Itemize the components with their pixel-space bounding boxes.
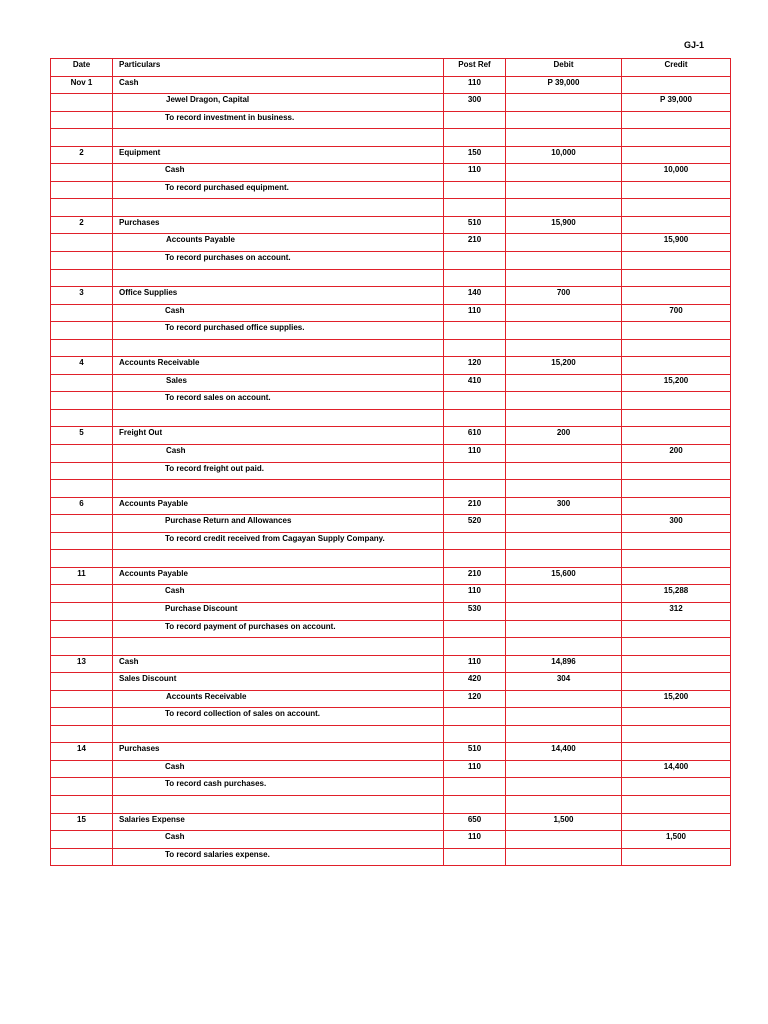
debit-cell — [506, 181, 622, 199]
date-cell — [51, 515, 113, 533]
particulars-cell: Cash — [113, 164, 444, 182]
post-ref-cell: 110 — [444, 831, 506, 849]
credit-cell — [622, 567, 731, 585]
table-row — [51, 760, 731, 778]
particulars-cell: Cash — [113, 760, 444, 778]
post-ref-cell — [444, 181, 506, 199]
date-cell — [51, 111, 113, 129]
table-row — [51, 673, 731, 691]
particulars-cell — [113, 269, 444, 287]
debit-cell: P 39,000 — [506, 76, 622, 94]
table-row — [51, 181, 731, 199]
credit-cell — [622, 76, 731, 94]
particulars-cell: Cash — [113, 304, 444, 322]
general-journal-table — [50, 58, 731, 866]
post-ref-cell — [444, 708, 506, 726]
table-row — [51, 480, 731, 498]
post-ref-cell — [444, 199, 506, 217]
page-code: GJ-1 — [683, 40, 704, 50]
header-debit: Debit — [506, 59, 622, 77]
particulars-cell: To record sales on account. — [113, 392, 444, 410]
debit-cell: 14,896 — [506, 655, 622, 673]
debit-cell — [506, 322, 622, 340]
table-row — [51, 655, 731, 673]
particulars-cell: To record freight out paid. — [113, 462, 444, 480]
credit-cell: 312 — [622, 602, 731, 620]
date-cell — [51, 620, 113, 638]
date-cell — [51, 409, 113, 427]
table-row — [51, 269, 731, 287]
credit-cell — [622, 655, 731, 673]
date-cell: 2 — [51, 146, 113, 164]
post-ref-cell — [444, 269, 506, 287]
post-ref-cell — [444, 111, 506, 129]
date-cell — [51, 480, 113, 498]
debit-cell: 14,400 — [506, 743, 622, 761]
post-ref-cell — [444, 638, 506, 656]
post-ref-cell — [444, 252, 506, 270]
particulars-cell: Equipment — [113, 146, 444, 164]
debit-cell — [506, 515, 622, 533]
table-row — [51, 374, 731, 392]
table-body — [51, 76, 731, 866]
debit-cell — [506, 532, 622, 550]
post-ref-cell: 120 — [444, 357, 506, 375]
particulars-cell: Sales Discount — [113, 673, 444, 691]
date-cell — [51, 129, 113, 147]
post-ref-cell — [444, 550, 506, 568]
debit-cell: 1,500 — [506, 813, 622, 831]
table-row — [51, 585, 731, 603]
particulars-cell: Accounts Payable — [113, 497, 444, 515]
debit-cell — [506, 831, 622, 849]
credit-cell — [622, 532, 731, 550]
table-row — [51, 94, 731, 112]
particulars-cell: Accounts Receivable — [113, 690, 444, 708]
debit-cell — [506, 550, 622, 568]
table-row — [51, 708, 731, 726]
table-row — [51, 743, 731, 761]
particulars-cell: To record payment of purchases on account. — [113, 620, 444, 638]
debit-cell: 15,200 — [506, 357, 622, 375]
date-cell — [51, 848, 113, 866]
table-row — [51, 304, 731, 322]
credit-cell — [622, 199, 731, 217]
date-cell — [51, 831, 113, 849]
particulars-cell: Jewel Dragon, Capital — [113, 94, 444, 112]
credit-cell — [622, 480, 731, 498]
table-row — [51, 638, 731, 656]
particulars-cell — [113, 550, 444, 568]
credit-cell — [622, 795, 731, 813]
debit-cell — [506, 585, 622, 603]
table-row — [51, 445, 731, 463]
credit-cell — [622, 427, 731, 445]
particulars-cell: To record cash purchases. — [113, 778, 444, 796]
date-cell — [51, 392, 113, 410]
header-date: Date — [51, 59, 113, 77]
post-ref-cell — [444, 129, 506, 147]
post-ref-cell — [444, 462, 506, 480]
header-post-ref: Post Ref — [444, 59, 506, 77]
post-ref-cell — [444, 795, 506, 813]
particulars-cell: Cash — [113, 585, 444, 603]
post-ref-cell: 510 — [444, 216, 506, 234]
credit-cell — [622, 181, 731, 199]
credit-cell: 300 — [622, 515, 731, 533]
credit-cell: 200 — [622, 445, 731, 463]
credit-cell: 15,200 — [622, 690, 731, 708]
date-cell: 3 — [51, 287, 113, 305]
date-cell — [51, 269, 113, 287]
credit-cell — [622, 725, 731, 743]
date-cell — [51, 322, 113, 340]
table-row — [51, 164, 731, 182]
credit-cell — [622, 462, 731, 480]
table-row — [51, 532, 731, 550]
debit-cell — [506, 795, 622, 813]
table-row — [51, 234, 731, 252]
particulars-cell: Accounts Receivable — [113, 357, 444, 375]
debit-cell — [506, 690, 622, 708]
particulars-cell: To record credit received from Cagayan Supply Company. — [113, 532, 444, 550]
particulars-cell: To record salaries expense. — [113, 848, 444, 866]
date-cell — [51, 374, 113, 392]
debit-cell — [506, 480, 622, 498]
date-cell — [51, 445, 113, 463]
post-ref-cell — [444, 620, 506, 638]
post-ref-cell — [444, 409, 506, 427]
date-cell — [51, 760, 113, 778]
post-ref-cell: 610 — [444, 427, 506, 445]
credit-cell — [622, 146, 731, 164]
particulars-cell: To record collection of sales on account. — [113, 708, 444, 726]
table-row — [51, 813, 731, 831]
post-ref-cell — [444, 480, 506, 498]
debit-cell — [506, 778, 622, 796]
date-cell — [51, 725, 113, 743]
table-row — [51, 146, 731, 164]
credit-cell — [622, 252, 731, 270]
credit-cell — [622, 673, 731, 691]
credit-cell: 15,288 — [622, 585, 731, 603]
particulars-cell: Purchases — [113, 743, 444, 761]
credit-cell — [622, 269, 731, 287]
date-cell — [51, 638, 113, 656]
post-ref-cell: 300 — [444, 94, 506, 112]
table-row — [51, 357, 731, 375]
date-cell — [51, 462, 113, 480]
credit-cell — [622, 620, 731, 638]
post-ref-cell: 110 — [444, 164, 506, 182]
post-ref-cell: 120 — [444, 690, 506, 708]
table-row — [51, 322, 731, 340]
date-cell: 14 — [51, 743, 113, 761]
post-ref-cell — [444, 322, 506, 340]
table-row — [51, 216, 731, 234]
credit-cell — [622, 322, 731, 340]
date-cell — [51, 94, 113, 112]
post-ref-cell — [444, 339, 506, 357]
date-cell: 5 — [51, 427, 113, 445]
credit-cell — [622, 848, 731, 866]
date-cell — [51, 339, 113, 357]
table-row — [51, 409, 731, 427]
table-row — [51, 515, 731, 533]
debit-cell — [506, 94, 622, 112]
date-cell: Nov 1 — [51, 76, 113, 94]
credit-cell — [622, 392, 731, 410]
date-cell — [51, 252, 113, 270]
post-ref-cell — [444, 778, 506, 796]
debit-cell — [506, 848, 622, 866]
particulars-cell: To record purchases on account. — [113, 252, 444, 270]
particulars-cell — [113, 199, 444, 217]
post-ref-cell: 110 — [444, 445, 506, 463]
post-ref-cell — [444, 848, 506, 866]
debit-cell — [506, 339, 622, 357]
post-ref-cell: 210 — [444, 567, 506, 585]
debit-cell — [506, 445, 622, 463]
particulars-cell: Purchase Return and Allowances — [113, 515, 444, 533]
table-row — [51, 602, 731, 620]
post-ref-cell — [444, 392, 506, 410]
debit-cell: 10,000 — [506, 146, 622, 164]
table-row — [51, 462, 731, 480]
table-row — [51, 339, 731, 357]
particulars-cell — [113, 795, 444, 813]
debit-cell — [506, 111, 622, 129]
table-row — [51, 690, 731, 708]
table-row — [51, 725, 731, 743]
debit-cell — [506, 252, 622, 270]
debit-cell — [506, 164, 622, 182]
post-ref-cell: 210 — [444, 234, 506, 252]
table-row — [51, 831, 731, 849]
particulars-cell: Accounts Payable — [113, 567, 444, 585]
header-credit: Credit — [622, 59, 731, 77]
post-ref-cell: 410 — [444, 374, 506, 392]
particulars-cell: Salaries Expense — [113, 813, 444, 831]
particulars-cell: Purchase Discount — [113, 602, 444, 620]
post-ref-cell: 510 — [444, 743, 506, 761]
debit-cell: 200 — [506, 427, 622, 445]
date-cell — [51, 690, 113, 708]
particulars-cell: Office Supplies — [113, 287, 444, 305]
credit-cell — [622, 497, 731, 515]
credit-cell — [622, 550, 731, 568]
date-cell — [51, 164, 113, 182]
credit-cell — [622, 813, 731, 831]
post-ref-cell: 210 — [444, 497, 506, 515]
date-cell: 4 — [51, 357, 113, 375]
credit-cell — [622, 111, 731, 129]
credit-cell: 700 — [622, 304, 731, 322]
particulars-cell: Cash — [113, 831, 444, 849]
particulars-cell: Cash — [113, 76, 444, 94]
post-ref-cell: 140 — [444, 287, 506, 305]
credit-cell — [622, 778, 731, 796]
debit-cell: 700 — [506, 287, 622, 305]
debit-cell: 15,900 — [506, 216, 622, 234]
date-cell: 2 — [51, 216, 113, 234]
date-cell — [51, 795, 113, 813]
date-cell: 13 — [51, 655, 113, 673]
table-row — [51, 497, 731, 515]
particulars-cell: Cash — [113, 445, 444, 463]
particulars-cell — [113, 638, 444, 656]
debit-cell — [506, 620, 622, 638]
credit-cell: 15,200 — [622, 374, 731, 392]
post-ref-cell: 530 — [444, 602, 506, 620]
table-row — [51, 76, 731, 94]
credit-cell — [622, 339, 731, 357]
table-row — [51, 620, 731, 638]
debit-cell — [506, 708, 622, 726]
table-header — [51, 59, 731, 77]
table-row — [51, 111, 731, 129]
debit-cell — [506, 638, 622, 656]
table-row — [51, 795, 731, 813]
particulars-cell — [113, 129, 444, 147]
debit-cell — [506, 602, 622, 620]
particulars-cell — [113, 725, 444, 743]
table-row — [51, 392, 731, 410]
debit-cell — [506, 129, 622, 147]
credit-cell — [622, 287, 731, 305]
post-ref-cell: 520 — [444, 515, 506, 533]
debit-cell — [506, 392, 622, 410]
post-ref-cell: 150 — [444, 146, 506, 164]
credit-cell — [622, 216, 731, 234]
credit-cell: 15,900 — [622, 234, 731, 252]
post-ref-cell: 110 — [444, 655, 506, 673]
table-row — [51, 778, 731, 796]
date-cell: 6 — [51, 497, 113, 515]
particulars-cell: Accounts Payable — [113, 234, 444, 252]
date-cell: 15 — [51, 813, 113, 831]
particulars-cell — [113, 480, 444, 498]
table-row — [51, 199, 731, 217]
header-row — [51, 59, 731, 77]
table-row — [51, 848, 731, 866]
date-cell — [51, 550, 113, 568]
particulars-cell — [113, 339, 444, 357]
date-cell — [51, 602, 113, 620]
debit-cell — [506, 462, 622, 480]
debit-cell: 15,600 — [506, 567, 622, 585]
post-ref-cell — [444, 725, 506, 743]
debit-cell — [506, 304, 622, 322]
post-ref-cell — [444, 532, 506, 550]
date-cell — [51, 708, 113, 726]
particulars-cell: Purchases — [113, 216, 444, 234]
debit-cell — [506, 760, 622, 778]
date-cell — [51, 532, 113, 550]
post-ref-cell: 110 — [444, 76, 506, 94]
table-row — [51, 252, 731, 270]
debit-cell — [506, 234, 622, 252]
table-row — [51, 550, 731, 568]
particulars-cell: To record purchased office supplies. — [113, 322, 444, 340]
credit-cell: 14,400 — [622, 760, 731, 778]
credit-cell — [622, 708, 731, 726]
debit-cell — [506, 409, 622, 427]
table-row — [51, 129, 731, 147]
particulars-cell: To record investment in business. — [113, 111, 444, 129]
debit-cell: 300 — [506, 497, 622, 515]
credit-cell — [622, 129, 731, 147]
date-cell — [51, 199, 113, 217]
debit-cell — [506, 269, 622, 287]
credit-cell — [622, 638, 731, 656]
table-row — [51, 287, 731, 305]
post-ref-cell: 110 — [444, 585, 506, 603]
debit-cell — [506, 374, 622, 392]
header-particulars: Particulars — [113, 59, 444, 77]
credit-cell: P 39,000 — [622, 94, 731, 112]
credit-cell: 1,500 — [622, 831, 731, 849]
date-cell — [51, 234, 113, 252]
post-ref-cell: 110 — [444, 760, 506, 778]
credit-cell — [622, 357, 731, 375]
debit-cell: 304 — [506, 673, 622, 691]
credit-cell — [622, 743, 731, 761]
particulars-cell: Freight Out — [113, 427, 444, 445]
post-ref-cell: 420 — [444, 673, 506, 691]
debit-cell — [506, 725, 622, 743]
date-cell — [51, 585, 113, 603]
post-ref-cell: 110 — [444, 304, 506, 322]
credit-cell — [622, 409, 731, 427]
table-row — [51, 567, 731, 585]
date-cell: 11 — [51, 567, 113, 585]
particulars-cell — [113, 409, 444, 427]
particulars-cell: Cash — [113, 655, 444, 673]
date-cell — [51, 304, 113, 322]
particulars-cell: Sales — [113, 374, 444, 392]
particulars-cell: To record purchased equipment. — [113, 181, 444, 199]
post-ref-cell: 650 — [444, 813, 506, 831]
credit-cell: 10,000 — [622, 164, 731, 182]
date-cell — [51, 778, 113, 796]
debit-cell — [506, 199, 622, 217]
table-row — [51, 427, 731, 445]
date-cell — [51, 673, 113, 691]
date-cell — [51, 181, 113, 199]
